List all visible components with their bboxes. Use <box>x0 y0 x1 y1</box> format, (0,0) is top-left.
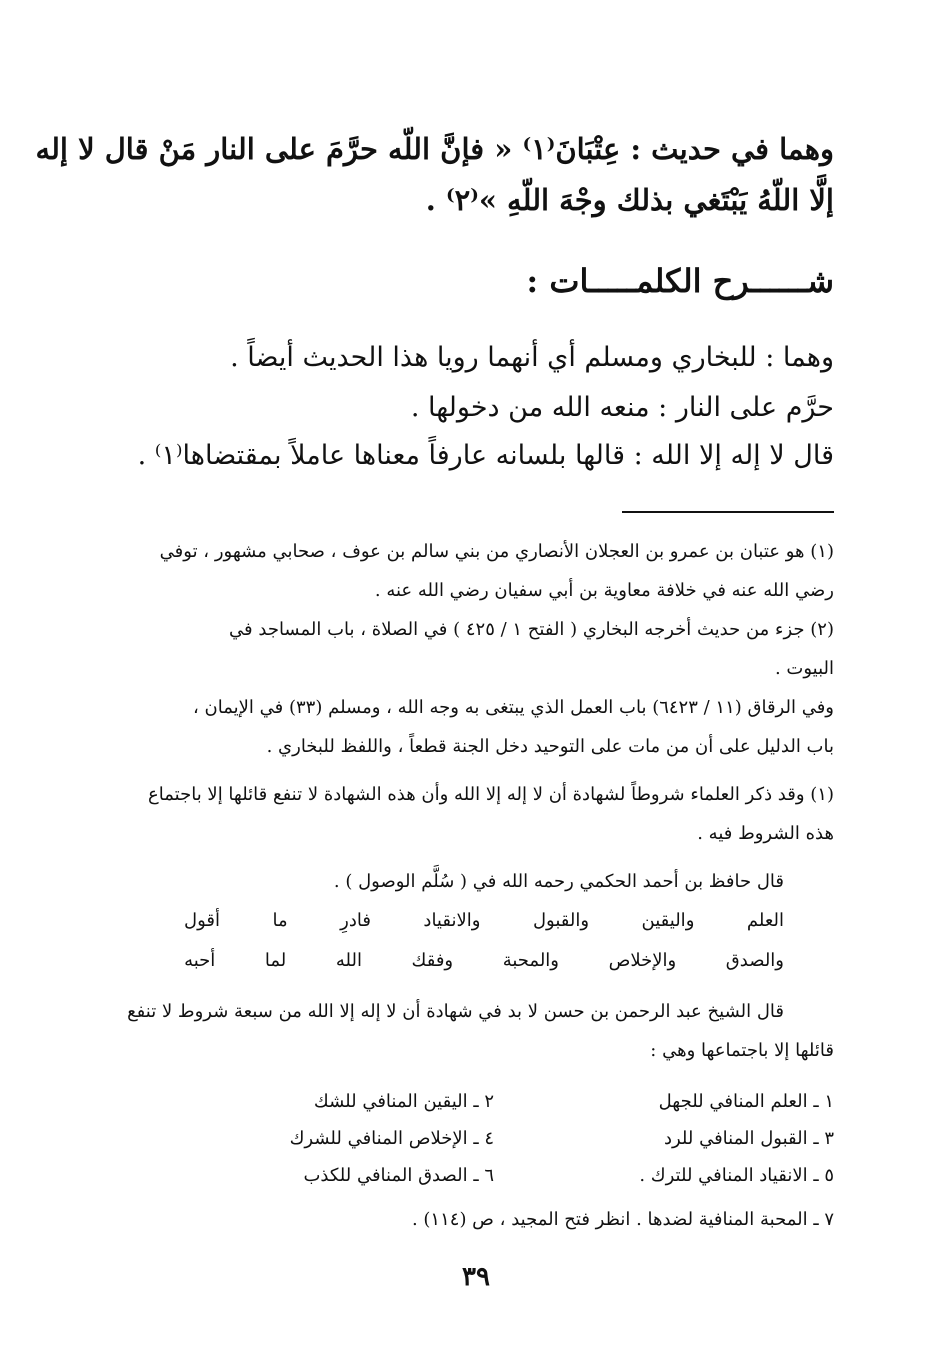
poem-word: والإخلاص <box>608 950 677 971</box>
condition-7: ٧ ـ المحبة المنافية لضدها . انظر فتح المجيد ، ص (١١٤) . <box>411 1209 834 1230</box>
condition-6: ٦ ـ الصدق المنافي للكذب <box>303 1165 494 1186</box>
poem-word: الله <box>335 950 362 971</box>
poem-verse-2 <box>184 950 784 971</box>
condition-1: ١ ـ العلم المنافي للجهل <box>658 1091 834 1112</box>
poem-word: والصدق <box>725 950 784 971</box>
footnote-3-line-1: (١) وقد ذكر العلماء شروطاً لشهادة أن لا إله إلا الله وأن هذه الشهادة لا تنفع قائلها إلا باجتماع <box>148 784 834 805</box>
poem-word: والمحبة <box>502 950 560 971</box>
hadith-line-1: وهما في حديث : عِتْبَانَ⁽١⁾ « فإنَّ اللّه حرَّمَ على النار مَنْ قال لا إله <box>35 132 834 166</box>
explanation-3: قال لا إله إلا الله : قالها بلسانه عارفاً معناها عاملاً بمقتضاها⁽١⁾ . <box>137 440 834 471</box>
footnote-2-line-1: (٢) جزء من حديث أخرجه البخاري ( الفتح ١ / ٤٢٥ ) في الصلاة ، باب المساجد في <box>229 619 834 640</box>
condition-5: ٥ ـ الانقياد المنافي للترك . <box>639 1165 834 1186</box>
poem-word: أقول <box>184 910 220 931</box>
footnote-1-line-2: رضي الله عنه في خلافة معاوية بن أبي سفيان رضي الله عنه . <box>374 580 834 601</box>
footnote-divider <box>622 511 834 513</box>
poem-word: فادرِ <box>340 910 371 931</box>
footnote-3-line-2: هذه الشروط فيه . <box>697 823 834 844</box>
poem-word: واليقين <box>641 910 695 931</box>
footnote-3-line-5: قائلها إلا باجتماعها وهي : <box>650 1040 834 1061</box>
poem-word: لما <box>264 950 287 971</box>
condition-3: ٣ ـ القبول المنافي للرد <box>663 1128 834 1149</box>
hadith-line-2: إلَّا اللّهُ يَبْتَغي بذلك وجْهَ اللّهِ »⁽٢⁾ . <box>425 183 834 217</box>
poem-word: العلم <box>746 910 784 931</box>
condition-2: ٢ ـ اليقين المنافي للشك <box>313 1091 494 1112</box>
poem-verse-1 <box>184 910 784 931</box>
condition-4: ٤ ـ الإخلاص المنافي للشرك <box>289 1128 494 1149</box>
footnote-3-line-4: قال الشيخ عبد الرحمن بن حسن لا بد في شهادة أن لا إله إلا الله من سبعة شروط لا تنفع <box>127 1001 784 1022</box>
section-heading: شــــــرح الكلمـــــات : <box>526 262 834 300</box>
poem-word: والانقياد <box>423 910 481 931</box>
footnote-2-line-4: باب الدليل على أن من مات على التوحيد دخل الجنة قطعاً ، واللفظ للبخاري . <box>266 736 834 757</box>
footnote-1-line-1: (١) هو عتبان بن عمرو بن العجلان الأنصاري من بني سالم بن عوف ، صحابي مشهور ، توفي <box>159 541 834 562</box>
poem-word: ما <box>272 910 288 931</box>
explanation-2: حرَّم على النار : منعه الله من دخولها . <box>410 392 834 423</box>
page-number: ٣٩ <box>462 1262 490 1292</box>
poem-word: وفقك <box>411 950 454 971</box>
poem-word: والقبول <box>532 910 590 931</box>
footnote-2-line-3: وفي الرقاق (١١ / ٦٤٢٣) باب العمل الذي يبتغى به وجه الله ، ومسلم (٣٣) في الإيمان ، <box>193 697 834 718</box>
footnote-3-line-3: قال حافظ بن أحمد الحكمي رحمه الله في ( سُلَّم الوصول ) . <box>333 871 784 892</box>
footnote-2-line-2: البيوت . <box>774 658 834 679</box>
explanation-1: وهما : للبخاري ومسلم أي أنهما رويا هذا الحديث أيضاً . <box>230 342 834 373</box>
poem-word: أحبه <box>184 950 216 971</box>
